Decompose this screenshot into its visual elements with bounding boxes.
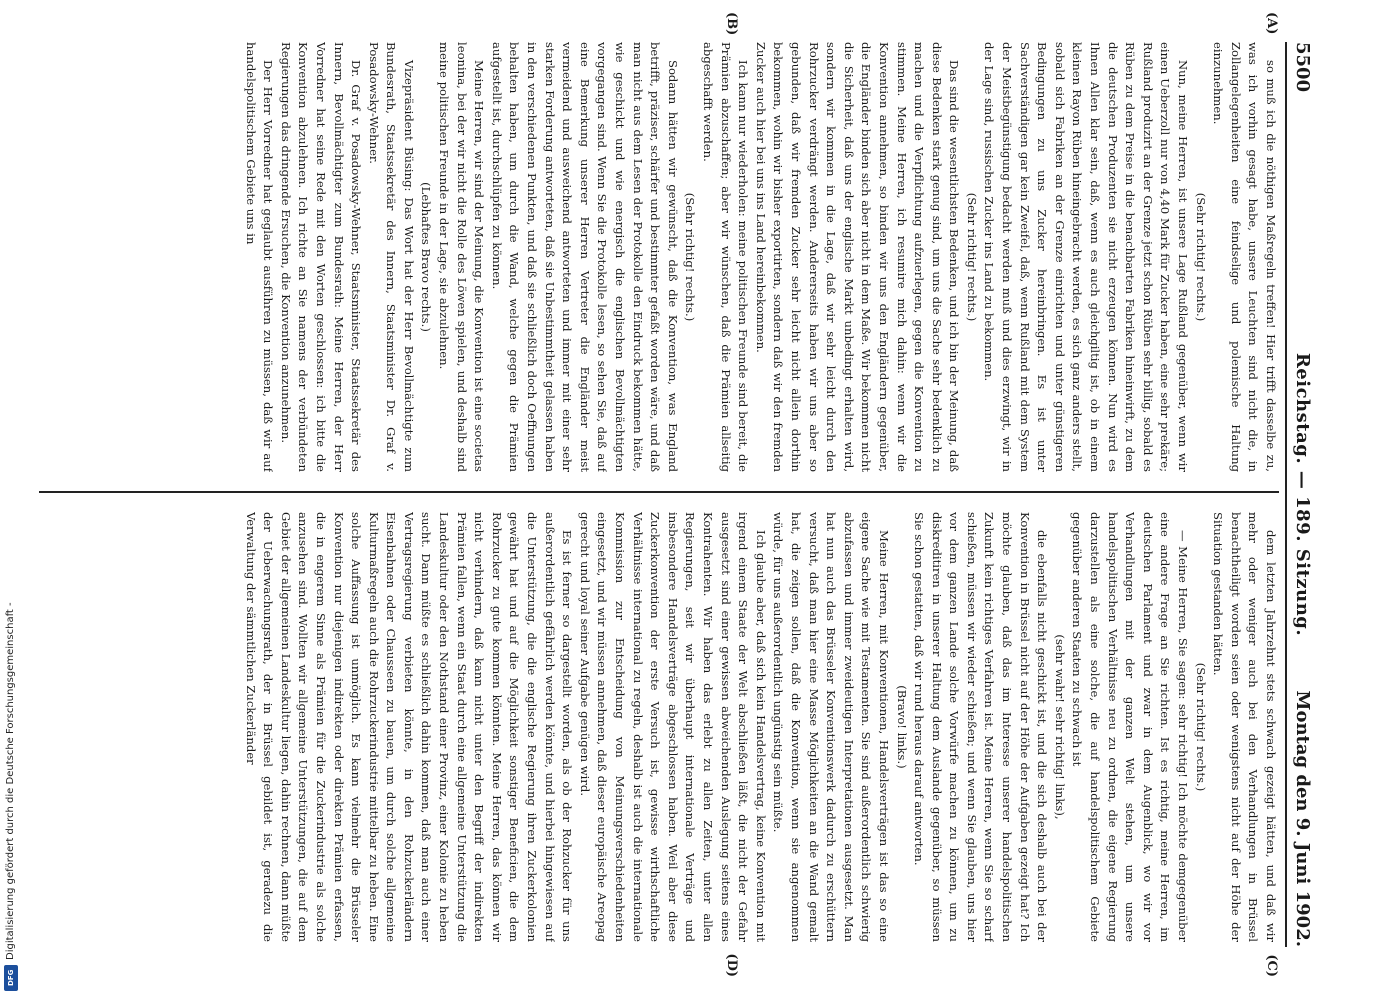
dfg-logo xyxy=(4,965,18,991)
interjection: (sehr wahr! sehr richtig! links), xyxy=(1052,634,1067,820)
interjection: (Lebhaftes Bravo rechts.) xyxy=(419,182,434,332)
paragraph: Sodann hätten wir gewünscht, daß die Konvention, was England betrifft, präziser, schärfer und bestimmter gefaßt worden wäre, und daß man nicht aus dem Lesen der Protokolle den Eindruck bekommen hätte, wie geschickt und wie energisch die englischen Bevollmächtigten vorgegangen sind. Wenn Sie die Protokolle lesen, so sehen Sie, daß auf eine Bemerkung unserer Herren Vertreter die Engländer meist vermeidend und ausweichend antworteten und immer mit einer sehr starken Forderung antworteten, daß sie Unbestimmtheit gelassen haben in den verschiedenen Punkten, und daß sie schließlich doch Oeffnungen behalten haben, um durch die Wand, welche gegen die Prämien aufgestellt ist, durchschlüpfen zu können. xyxy=(489,42,680,472)
paragraph: Das sind die wesentlichsten Bedenken, und ich bin der Meinung, daß diese Bedenken stark genug sind, um uns die Sache sehr bedenklich zu machen und die Verpflichtung aufzuerlegen, gegen die Konvention zu stimmen. Meine Herren, ich resumire mich dahin: wenn wir die Konvention annehmen, so binden wir uns den Engländern gegenüber, die Engländer binden sich aber nicht in dem Maße. Wir bekommen nicht die Sicherheit, daß uns der englische Markt unbedingt erhalten wird, sondern wir kommen in die Lage, daß wir sehr leicht durch den Rohrzucker verdrängt werden. Andererseits haben wir uns aber so gebunden, daß wir fremden Zucker sehr leicht nicht allein dorthin bekommen, wohin wir bisher exportirten, sondern daß wir den fremden Zucker auch hier bei uns ins Land hereinbekommen. xyxy=(753,42,962,472)
paragraph: Meine Herren, mit Konventionen, Handelsverträgen ist das so eine eigene Sache wie mit Testamenten. Sie sind außerordentlich schwierig abzufassen und immer zweideutigen Interpretationen ausgesetzt. Man hat nun auch das Brüsseler Konventionswerk dadurch zu erschüttern versucht, daß man hier eine Masse Möglichkeiten an die Wand gemalt hat, die zeigen sollen, daß die Konvention, wenn sie angenommen würde, für uns außerordentlich ungünstig sein müßte. xyxy=(771,512,891,942)
paragraph: Meine Herren, wir sind der Meinung, die Konvention ist eine societas leonina, bei der wir nicht die Rolle des Löwen spielen, und deshalb sind meine politischen Freunde in der Lage, sie abzulehnen. xyxy=(437,42,487,472)
margin-marker-d: (D) xyxy=(724,953,739,977)
paragraph: Dr. Graf v. Posadowsky-Wehner, Staatsminister, Staatssekretär des Innern, Bevollmächtigter zum Bundesrath: Meine Herren, der Herr Vorredner hat seine Rede mit den Worten geschlossen: ich bitte die Konvention abzulehnen. Ich richte an Sie namens der verbündeten Regierungen das dringende Ersuchen, die Konvention anzunehmen. xyxy=(278,42,364,472)
interjection: (Sehr richtig! rechts.) xyxy=(964,192,979,322)
margin-marker-b: (B) xyxy=(724,12,739,36)
paragraph: Es ist ferner so dargestellt worden, als ob der Rohzucker für uns außerordentlich gefährlich werden könnte, und hierbei hingewiesen auf die Unterstützung, die die englische Regierung ihren Zuckerkolonien gewährt hat und auf die Möglichkeit sonstiger Beneficien, die dem Rohrzucker zu gute kommen könnten. Meine Herren, das können wir nicht verhindern, daß kann nicht unter den Begriff der indirekten Prämien fallen, wenn ein Staat durch eine allgemeine Unterstützung die Landeskultur oder den Nothstand einer Provinz, einer Kolonie zu heben sucht. Dann müßte es schließlich dahin kommen, daß man auch einer Vertragsregierung verbieten könnte, in den Rohzuckerländern Eisenbahnen oder Chausseen zu bauen, um durch solche allgemeine Kulturmaßregeln auch die Rohrzuckerindustrie mittelbar zu heben. Eine solche Auffassung ist unmöglich. Es kann vielmehr die Brüsseler Konvention nur diejenigen indirekten oder direkten Prämien erfassen, die in engerem Sinne als Prämien für die Zuckerindustrie als solche anzusehen sind. Wollten wir allgemeine Unterstützungen, die auf dem Gebiet der allgemeinen Landeskultur liegen, dahin rechnen, dann müßte der Ueberwachungsrath, der in Brüssel gebildet ist, geradezu die Verwaltung der sämmtlichen Zuckerländer xyxy=(243,512,575,942)
paragraph: Ich glaube aber, daß sich kein Handelsvertrag, keine Konvention mit irgend einem Staate der Welt abschließen läßt, die nicht der Gefahr ausgesetzt sind einer gewissen abweichenden Auslegung seitens eines Kontrahenten. Wir haben das erlebt zu allen Zeiten, unter allen Regierungen, seit wir überhaupt internationale Verträge und insbesondere Handelsverträge abgeschlossen haben. Weil aber diese Zuckerkonvention der erste Versuch ist, gewisse wirthschaftliche Verhältnisse international zu regeln, deshalb ist auch die internationale Kommission zur Entscheidung von Meinungsverschiedenheiten eingesetzt, und wir müssen annehmen, daß dieser europäische Areopag gerecht und loyal seiner Aufgabe genügen wird. xyxy=(577,512,768,942)
paragraph: die ebenfalls nicht geschickt ist, und die sich deshalb auch bei der Konvention in Brüssel nicht auf der Höhe der Aufgaben gezeigt hat? Ich möchte glauben, daß das im Interesse unserer handelspolitischen Zukunft kein richtiges Verfahren ist. Meine Herren, wenn Sie so scharf schießen, müssen wir wieder schießen; und wenn Sie glauben, uns hier vor dem ganzen Lande solche Vorwürfe machen zu können, um zu diskreditiren in unserer Haltung dem Auslande gegenüber, so müssen Sie schon gestatten, daß wir rund heraus darauf antworten. xyxy=(912,512,1050,942)
page-number: 5500 xyxy=(1292,42,1313,93)
footer-credit: Digitalisierung gefördert durch die Deutsche Forschungsgemeinschaft - xyxy=(5,602,16,960)
margin-marker-c: (C) xyxy=(1264,954,1279,977)
paragraph: Ich kann nur wiederholen: meine politischen Freunde sind bereit, die Prämien abzuschaffen; aber wir wünschen, daß die Prämien allseitig abgeschafft werden. xyxy=(701,42,751,472)
paragraph: Vizepräsident Büsing: Das Wort hat der Herr Bevollmächtigte zum Bundesrath, Staatssekretär des Innern, Staatsminister Dr. Graf v. Posadowsky-Wehner. xyxy=(366,42,416,472)
paragraph: Nun, meine Herren, ist unsere Lage Rußland gegenüber, wenn wir einen Ueberzoll nur von 4,40 Mark für Zucker haben, eine sehr prekäre; Rußland produzirt an der Grenze jetzt schon Rüben sehr billig, sobald es Rüben zu dem Preise in die benachbarten Fabriken hineinwirft, zu dem die deutschen Produzenten sie nicht erzeugen können. Nun wird es Ihnen Allen klar sein, daß, wenn es auch gleichgiltig ist, ob in einem kleinen Rayon Rüben hineingebracht werden, es sich ganz anders stellt, sobald sich Fabriken an der Grenze einrichten und unter günstigeren Bedingungen zu uns Zucker hereinbringen. Es ist unter Sachverständigen gar kein Zweifel, daß, wenn Rußland mit dem System der Meistbegünstigung bedacht werden muß und dies erzwingt, wir in der Lage sind, russischen Zucker ins Land zu bekommen. xyxy=(982,42,1191,472)
right-column xyxy=(39,512,1279,942)
paragraph: dem letzten Jahrzehnt stets schwach gezeigt hätten, und daß wir mehr oder weniger auch bei den Verhandlungen in Brüssel benachtheiligt worden seien oder wenigstens nicht auf der Höhe der Situation gestanden hätten. xyxy=(1211,512,1278,942)
paragraph: — Meine Herren, Sie sagen: sehr richtig! Ich möchte demgegenüber eine andere Frage an Sie richten. Ist es richtig, meine Herren, im deutschen Parlament und zwar in dem Augenblick, wo wir vor Verhandlungen mit der ganzen Welt stehen, um unsere handelspolitischen Verhältnisse neu zu ordnen, die eigene Regierung darzustellen als eine solche, die auf handelspolitischem Gebiete gegenüber anderen Staaten zu schwach ist xyxy=(1070,512,1191,942)
left-column xyxy=(39,42,1279,472)
column-divider xyxy=(39,491,1279,493)
date-line: Montag den 9. Juni 1902. xyxy=(1292,690,1313,947)
running-head: Reichstag. — 189. Sitzung. xyxy=(1292,352,1313,637)
interjection: (Sehr richtig! rechts.) xyxy=(1193,192,1208,322)
paragraph: so muß ich die nöthigen Maßregeln treffen! Hier trifft dasselbe zu, was ich vorhin gesagt habe, unsere Leuchten sind nicht die, in Zollangelegenheiten eine feindselige und polemische Haltung einzunehmen. xyxy=(1211,42,1278,472)
interjection: (Bravo! links.) xyxy=(894,685,909,769)
dfg-logo-text: DFG xyxy=(7,969,15,987)
interjection: (Sehr richtig! rechts.) xyxy=(1193,662,1208,792)
margin-marker-a: (A) xyxy=(1264,12,1279,35)
interjection: (Sehr richtig! rechts.) xyxy=(683,192,698,322)
footer-strip xyxy=(0,0,22,1000)
paragraph: Der Herr Vorredner hat geglaubt ausführen zu müssen, daß wir auf handelspolitischem Gebiete uns in xyxy=(243,42,276,472)
text-columns xyxy=(39,42,1279,947)
page-header xyxy=(1285,42,1315,947)
